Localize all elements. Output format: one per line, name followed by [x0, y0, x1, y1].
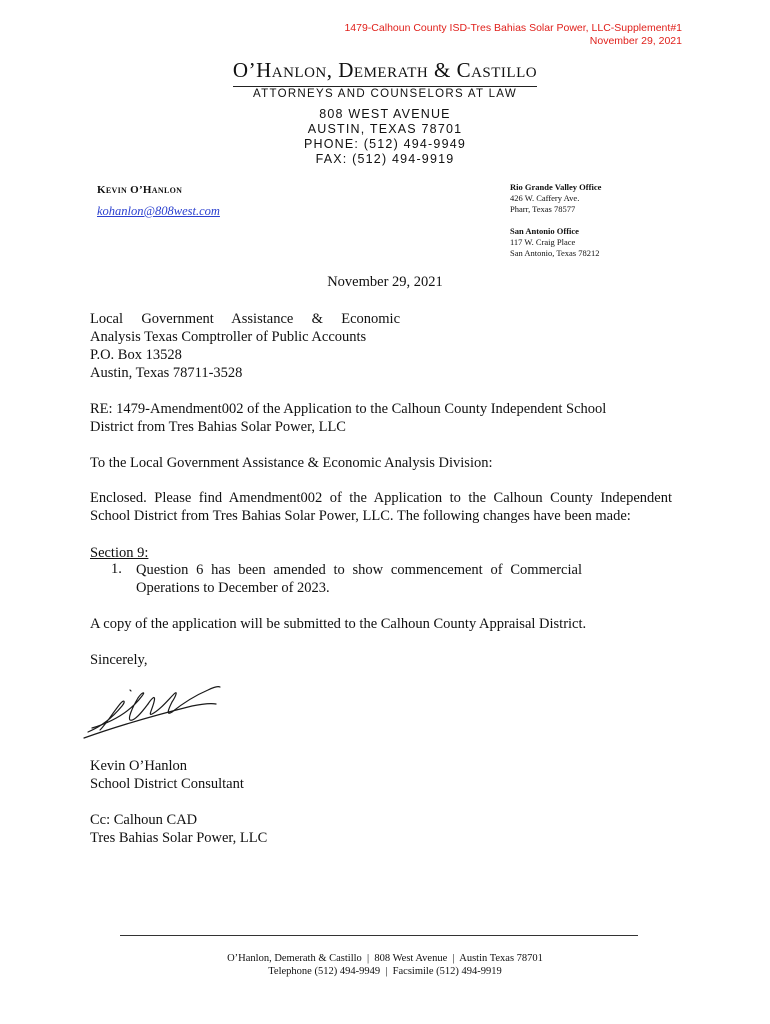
salutation: To the Local Government Assistance & Economic Analysis Division: — [90, 455, 493, 471]
letterhead-street: 808 WEST AVENUE — [319, 107, 451, 121]
signer-title: School District Consultant — [90, 776, 244, 792]
cc-line: Tres Bahias Solar Power, LLC — [90, 830, 268, 846]
sender-email-link[interactable]: kohanlon@808west.com — [97, 204, 220, 218]
body-paragraph: A copy of the application will be submitted to the Calhoun County Appraisal District. — [90, 616, 587, 632]
section-heading: Section 9: — [90, 545, 149, 561]
recipient-address — [90, 310, 400, 382]
supplement-stamp — [344, 22, 682, 48]
office-san-antonio — [510, 226, 599, 259]
list-item: Question 6 has been amended to show commencement of Commercial Operations to December of 2023. — [136, 562, 582, 596]
signer-block — [90, 757, 680, 793]
footer-address: O’Hanlon, Demerath & Castillo | 808 West Avenue | Austin Texas 78701 — [227, 953, 543, 964]
supplement-stamp-date: November 29, 2021 — [589, 35, 682, 47]
letterhead-city: AUSTIN, TEXAS 78701 — [307, 122, 463, 136]
cc-block — [90, 811, 680, 847]
recipient-line: Local Government Assistance & Economic — [90, 311, 400, 327]
list-number: 1. — [111, 561, 122, 577]
footer — [0, 952, 770, 978]
body-paragraph: Enclosed. Please find Amendment002 of the Application to the Calhoun County Independent School District from Tres Bahias Solar Power, LLC. The following changes have been made: — [90, 490, 672, 524]
letterhead-divider — [233, 86, 537, 87]
footer-divider — [120, 935, 638, 936]
letterhead-phone: PHONE: (512) 494-9949 — [303, 137, 467, 151]
handwritten-signature — [82, 682, 232, 742]
office-street: 117 W. Craig Place — [510, 237, 576, 247]
supplement-stamp-title: 1479-Calhoun County ISD-Tres Bahias Solar Power, LLC-Supplement#1 — [344, 22, 682, 34]
recipient-line: Analysis Texas Comptroller of Public Accounts — [90, 329, 367, 345]
cc-line: Cc: Calhoun CAD — [90, 812, 198, 828]
letter-date: November 29, 2021 — [327, 274, 443, 290]
office-city: San Antonio, Texas 78212 — [510, 248, 600, 258]
letterhead-fax: FAX: (512) 494-9919 — [315, 152, 455, 166]
recipient-line: Austin, Texas 78711-3528 — [90, 365, 243, 381]
sender-name: Kevin O’Hanlon — [97, 184, 183, 196]
office-title: Rio Grande Valley Office — [510, 182, 602, 192]
closing: Sincerely, — [90, 652, 148, 668]
office-rio-grande — [510, 182, 601, 215]
office-title: San Antonio Office — [510, 226, 579, 236]
re-subject: RE: 1479-Amendment002 of the Application to the Calhoun County Independent School District from Tres Bahias Solar Power, LLC — [90, 401, 607, 435]
firm-tagline: ATTORNEYS AND COUNSELORS AT LAW — [253, 88, 517, 100]
letterhead-address — [0, 107, 770, 167]
recipient-line: P.O. Box 13528 — [90, 347, 182, 363]
signer-name: Kevin O’Hanlon — [90, 758, 188, 774]
footer-phone: Telephone (512) 494-9949 | Facsimile (512) 494-9919 — [268, 966, 502, 977]
firm-name: O’Hanlon, Demerath & Castillo — [232, 58, 538, 82]
office-street: 426 W. Caffery Ave. — [510, 193, 580, 203]
office-city: Pharr, Texas 78577 — [510, 204, 576, 214]
